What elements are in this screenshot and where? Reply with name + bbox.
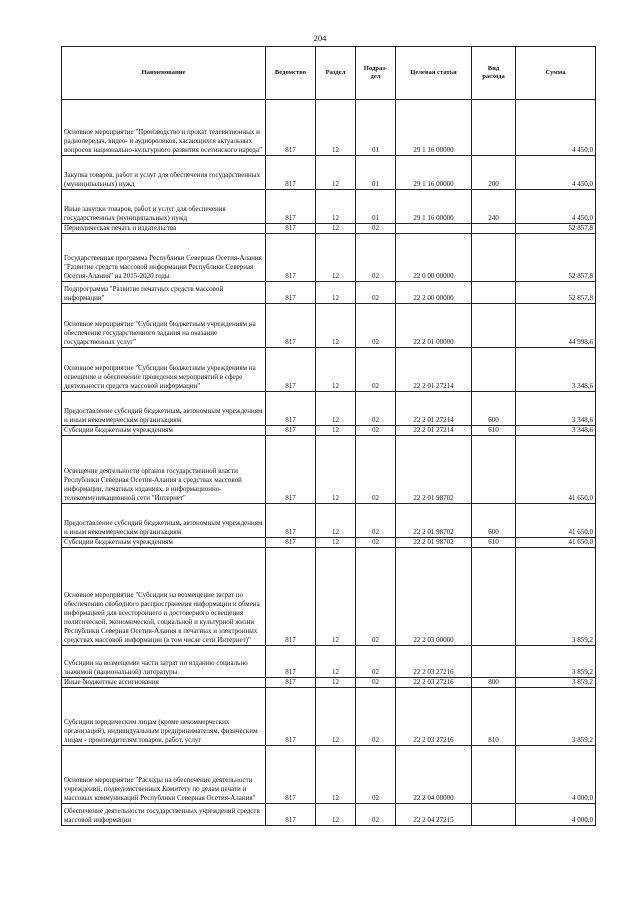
row-department: 817 [266, 746, 316, 804]
table-row [62, 538, 596, 548]
row-expense-type: 610 [472, 426, 516, 436]
table-row [62, 282, 596, 304]
row-sum: 3 348,6 [516, 348, 596, 392]
row-subsection: 01 [356, 190, 396, 224]
table-row [62, 436, 596, 504]
row-department: 817 [266, 688, 316, 746]
row-subsection: 02 [356, 392, 396, 426]
row-department: 817 [266, 678, 316, 688]
row-expense-type [472, 224, 516, 234]
row-subsection: 02 [356, 234, 396, 282]
table-row [62, 224, 596, 234]
row-name: Иные бюджетные ассигнования [62, 678, 266, 688]
row-expense-type [472, 548, 516, 646]
row-target-article: 22 0 00 00000 [396, 234, 472, 282]
row-subsection: 02 [356, 538, 396, 548]
row-name: Основное мероприятие "Субсидии на возмещение затрат по обеспечению свободного распространения информации и обмена информацией для всестороннего и достоверного освещения политической, экономической, социальной и культурной жизни Республики Северная Осетия-Алания в печатных и электронных средствах массовой информации (в том числе сети Интернет)" [62, 548, 266, 646]
row-section: 12 [316, 688, 356, 746]
row-section: 12 [316, 100, 356, 156]
row-target-article: 22 2 04 00000 [396, 746, 472, 804]
row-name: Субсидии бюджетным учреждениям [62, 538, 266, 548]
row-expense-type [472, 804, 516, 826]
row-sum: 44 998,6 [516, 304, 596, 348]
row-target-article: 29 1 16 00000 [396, 100, 472, 156]
row-name: Периодическая печать и издательства [62, 224, 266, 234]
row-section: 12 [316, 190, 356, 224]
row-subsection: 02 [356, 804, 396, 826]
row-sum: 4 450,0 [516, 100, 596, 156]
row-section: 12 [316, 436, 356, 504]
row-subsection: 01 [356, 156, 396, 190]
row-subsection: 02 [356, 304, 396, 348]
row-target-article [396, 224, 472, 234]
table-row [62, 234, 596, 282]
row-sum: 3 859,2 [516, 678, 596, 688]
row-target-article: 22 2 01 27214 [396, 348, 472, 392]
row-sum: 4 000,0 [516, 746, 596, 804]
row-subsection: 02 [356, 548, 396, 646]
row-target-article: 22 2 03 27216 [396, 688, 472, 746]
row-subsection: 02 [356, 746, 396, 804]
row-expense-type [472, 304, 516, 348]
row-name: Обеспечение деятельности государственных учреждений средств массовой информации [62, 804, 266, 826]
row-sum: 41 650,0 [516, 538, 596, 548]
row-section: 12 [316, 746, 356, 804]
row-name: Закупка товаров, работ и услуг для обеспечения государственных (муниципальных) нужд [62, 156, 266, 190]
row-subsection: 02 [356, 348, 396, 392]
row-name: Предоставление субсидий бюджетным, автономным учреждениям и иным некоммерческим организациям [62, 392, 266, 426]
row-name: Основное мероприятие "Производство и прокат телевизионных и радиопередач, видео- и аудиороликов, касающихся актуальных вопросов национально-культурного развития осетинского народа" [62, 100, 266, 156]
row-subsection: 02 [356, 282, 396, 304]
header-target-article: Целевая статья [396, 47, 472, 100]
row-sum: 41 650,0 [516, 504, 596, 538]
row-department: 817 [266, 282, 316, 304]
table-row [62, 190, 596, 224]
row-department: 817 [266, 190, 316, 224]
table-row [62, 156, 596, 190]
row-section: 12 [316, 646, 356, 678]
row-subsection: 02 [356, 224, 396, 234]
row-section: 12 [316, 548, 356, 646]
table-row [62, 348, 596, 392]
row-name: Основное мероприятие "Субсидии бюджетным учреждениям на освещение и обеспечение проведения мероприятий в сфере деятельности средств массовой информации" [62, 348, 266, 392]
row-expense-type: 800 [472, 678, 516, 688]
row-subsection: 02 [356, 436, 396, 504]
header-name: Наименование [62, 47, 266, 100]
row-expense-type [472, 234, 516, 282]
row-department: 817 [266, 156, 316, 190]
row-subsection: 02 [356, 426, 396, 436]
row-section: 12 [316, 224, 356, 234]
row-name: Основное мероприятие "Расходы на обеспечение деятельности учреждений, подведомственных Комитету по делам печати и массовых коммуникаций Республики Северная Осетия-Алания" [62, 746, 266, 804]
row-target-article: 22 2 00 00000 [396, 282, 472, 304]
row-sum: 3 859,2 [516, 688, 596, 746]
row-expense-type [472, 746, 516, 804]
budget-table [61, 46, 596, 826]
row-section: 12 [316, 304, 356, 348]
row-department: 817 [266, 436, 316, 504]
row-department: 817 [266, 548, 316, 646]
row-department: 817 [266, 100, 316, 156]
header-department: Ведомство [266, 47, 316, 100]
row-subsection: 02 [356, 646, 396, 678]
row-sum: 41 650,0 [516, 436, 596, 504]
row-subsection: 02 [356, 688, 396, 746]
row-expense-type: 600 [472, 504, 516, 538]
row-sum: 3 348,6 [516, 426, 596, 436]
row-department: 817 [266, 224, 316, 234]
row-subsection: 02 [356, 504, 396, 538]
row-department: 817 [266, 804, 316, 826]
row-department: 817 [266, 234, 316, 282]
table-row [62, 646, 596, 678]
row-sum: 4 000,0 [516, 804, 596, 826]
row-target-article: 29 1 16 00000 [396, 156, 472, 190]
row-name: Основное мероприятие "Субсидии бюджетным учреждениям на обеспечение государственного задания на оказание государственных услуг" [62, 304, 266, 348]
row-sum: 3 859,2 [516, 646, 596, 678]
table-header-row [62, 47, 596, 100]
row-section: 12 [316, 804, 356, 826]
row-name: Иные закупки товаров, работ и услуг для обеспечения государственных (муниципальных) нужд [62, 190, 266, 224]
table-row [62, 548, 596, 646]
row-section: 12 [316, 426, 356, 436]
row-department: 817 [266, 504, 316, 538]
row-department: 817 [266, 538, 316, 548]
row-section: 12 [316, 392, 356, 426]
row-target-article: 22 2 03 27216 [396, 646, 472, 678]
row-expense-type [472, 436, 516, 504]
row-name: Подпрограмма "Развитие печатных средств массовой информации" [62, 282, 266, 304]
row-expense-type: 240 [472, 190, 516, 224]
header-subsection: Подраз- дел [356, 47, 396, 100]
row-department: 817 [266, 392, 316, 426]
row-target-article: 22 2 01 27214 [396, 392, 472, 426]
header-section: Раздел [316, 47, 356, 100]
row-target-article: 22 2 01 98702 [396, 436, 472, 504]
row-target-article: 22 2 01 98702 [396, 538, 472, 548]
row-target-article: 22 2 01 27214 [396, 426, 472, 436]
row-section: 12 [316, 678, 356, 688]
table-row [62, 678, 596, 688]
header-sum: Сумма [516, 47, 596, 100]
row-name: Государственная программа Республики Северная Осетия-Алания "Развитие средств массовой информации Республики Северная Осетия-Алания" на 2015-2020 годы [62, 234, 266, 282]
row-sum: 4 450,0 [516, 156, 596, 190]
table-row [62, 426, 596, 436]
row-name: Освещение деятельности органов государственной власти Республики Северная Осетия-Алания в средствах массовой информации, печатных изданиях, в информационно-телекоммуникационной сети "Интернет" [62, 436, 266, 504]
row-name: Предоставление субсидий бюджетным, автономным учреждениям и иным некоммерческим организациям [62, 504, 266, 538]
table-row [62, 392, 596, 426]
row-department: 817 [266, 348, 316, 392]
row-department: 817 [266, 304, 316, 348]
table-row [62, 688, 596, 746]
row-expense-type: 600 [472, 392, 516, 426]
row-sum: 52 857,8 [516, 224, 596, 234]
row-target-article: 22 2 03 00000 [396, 548, 472, 646]
row-name: Субсидии на возмещение части затрат по изданию социально значимой (национальной) литературы [62, 646, 266, 678]
table-row [62, 504, 596, 538]
row-section: 12 [316, 348, 356, 392]
row-target-article: 22 2 04 27215 [396, 804, 472, 826]
row-name: Субсидии бюджетным учреждениям [62, 426, 266, 436]
table-row [62, 804, 596, 826]
table-row [62, 746, 596, 804]
row-target-article: 22 2 01 98702 [396, 504, 472, 538]
row-sum: 52 857,8 [516, 234, 596, 282]
header-expense-type: Вид расхода [472, 47, 516, 100]
row-expense-type [472, 282, 516, 304]
row-sum: 3 348,6 [516, 392, 596, 426]
row-expense-type [472, 100, 516, 156]
row-department: 817 [266, 426, 316, 436]
row-sum: 3 859,2 [516, 548, 596, 646]
row-sum: 52 857,8 [516, 282, 596, 304]
row-sum: 4 450,0 [516, 190, 596, 224]
row-subsection: 01 [356, 100, 396, 156]
row-section: 12 [316, 234, 356, 282]
row-subsection: 02 [356, 678, 396, 688]
row-department: 817 [266, 646, 316, 678]
row-section: 12 [316, 282, 356, 304]
row-name: Субсидии юридическим лицам (кроме некоммерческих организаций), индивидуальным предпринимателям, физическим лицам - производителям товаров, работ, услуг [62, 688, 266, 746]
row-target-article: 22 2 03 27216 [396, 678, 472, 688]
page-number: 204 [313, 33, 327, 43]
row-expense-type [472, 646, 516, 678]
row-target-article: 22 2 01 00000 [396, 304, 472, 348]
row-expense-type: 200 [472, 156, 516, 190]
row-expense-type [472, 348, 516, 392]
row-expense-type: 610 [472, 538, 516, 548]
row-target-article: 29 1 16 00000 [396, 190, 472, 224]
row-section: 12 [316, 156, 356, 190]
table-row [62, 304, 596, 348]
row-expense-type: 810 [472, 688, 516, 746]
row-section: 12 [316, 538, 356, 548]
row-section: 12 [316, 504, 356, 538]
table-row [62, 100, 596, 156]
